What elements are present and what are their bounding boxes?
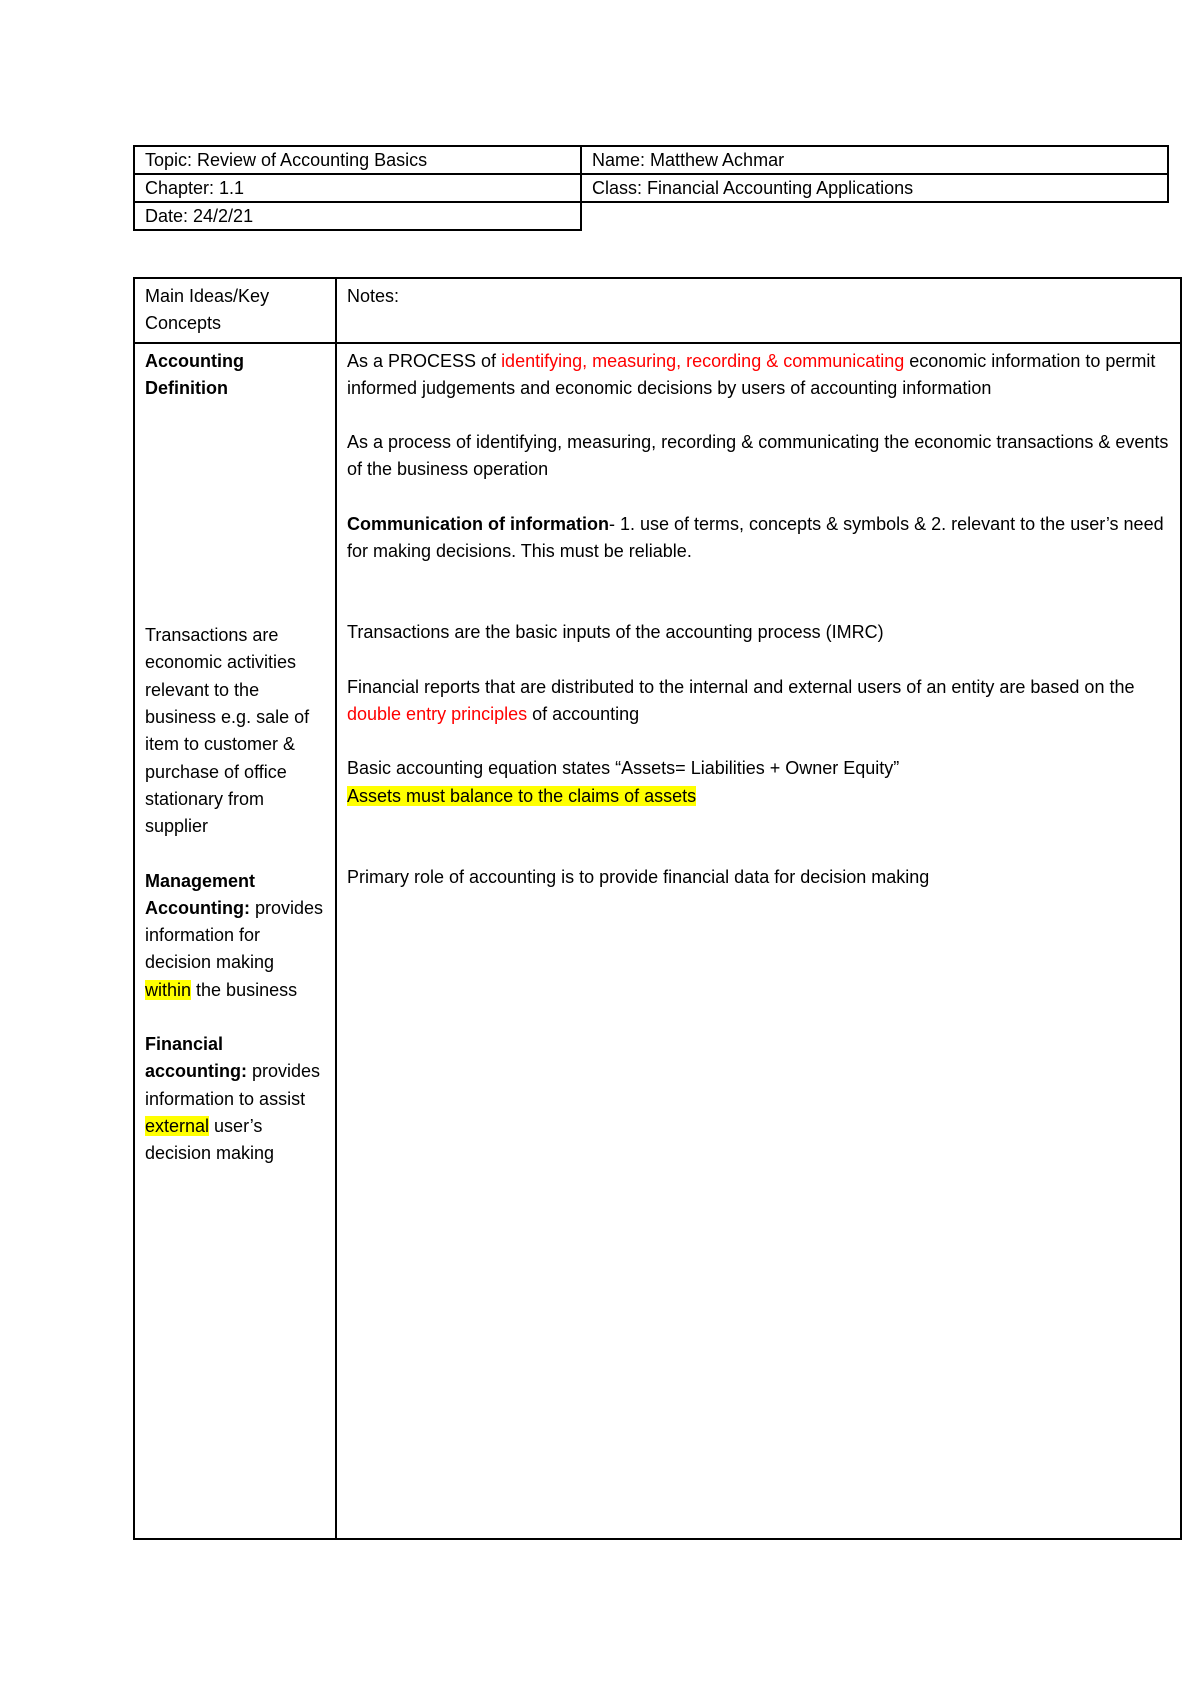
management-text-a: provides information for decision making (145, 897, 324, 973)
note-communication (347, 511, 1170, 566)
note-process-transactions: As a process of identifying, measuring, recording & communicating the economic transactions & events of the business operation (347, 432, 1169, 480)
financial-accounting-concept (145, 1031, 325, 1167)
note-communication-title: Communication of information (347, 513, 609, 534)
date-cell: Date: 24/2/21 (134, 202, 581, 230)
cornell-notes-table (133, 277, 1182, 1540)
management-accounting-title: Management Accounting: (145, 870, 256, 918)
header-table (133, 145, 1169, 231)
name-cell: Name: Matthew Achmar (581, 146, 1168, 174)
chapter-cell: Chapter: 1.1 (134, 174, 581, 202)
financial-text-a: provides information to assist (145, 1061, 321, 1109)
note-transactions-inputs: Transactions are the basic inputs of the accounting process (IMRC) (347, 622, 884, 643)
key-concepts-column (134, 343, 336, 1539)
financial-accounting-title: Financial accounting: (145, 1034, 247, 1082)
transactions-concept: Transactions are economic activities relevant to the business e.g. sale of item to customer & purchase of office stationary from supplier (145, 625, 310, 837)
note-p5-b: of accounting (527, 703, 640, 724)
note-p1-a: As a PROCESS of (347, 350, 502, 371)
note-communication-text: - 1. use of terms, concepts & symbols & 2. relevant to the user’s need for making decisions. This must be reliable. (347, 513, 1164, 562)
note-p1-red: identifying, measuring, recording & communicating (501, 350, 905, 371)
notes-header: Notes: (336, 278, 1181, 343)
notes-column (336, 343, 1181, 1539)
external-highlight: external (145, 1115, 210, 1136)
management-accounting-concept (145, 868, 325, 1004)
within-highlight: within (145, 979, 192, 1000)
note-p1-b: economic information to permit informed judgements and economic decisions by users of accounting information (347, 350, 1156, 398)
note-process-definition (347, 348, 1170, 403)
management-text-b: the business (191, 979, 298, 1000)
note-assets-balance-highlight: Assets must balance to the claims of assets (347, 785, 697, 806)
note-primary-role: Primary role of accounting is to provide financial data for decision making (347, 866, 930, 887)
note-p5-red: double entry principles (347, 703, 528, 724)
main-ideas-header: Main Ideas/Key Concepts (134, 278, 336, 343)
blank-cell (581, 202, 1168, 230)
financial-text-b: user’s decision making (145, 1115, 275, 1164)
class-cell: Class: Financial Accounting Applications (581, 174, 1168, 202)
accounting-definition-label: Accounting Definition (145, 350, 244, 398)
topic-cell: Topic: Review of Accounting Basics (134, 146, 581, 174)
note-financial-reports (347, 674, 1170, 729)
note-p5-a: Financial reports that are distributed to the internal and external users of an entity are based on the (347, 676, 1135, 697)
note-accounting-equation: Basic accounting equation states “Assets= Liabilities + Owner Equity” (347, 758, 900, 779)
